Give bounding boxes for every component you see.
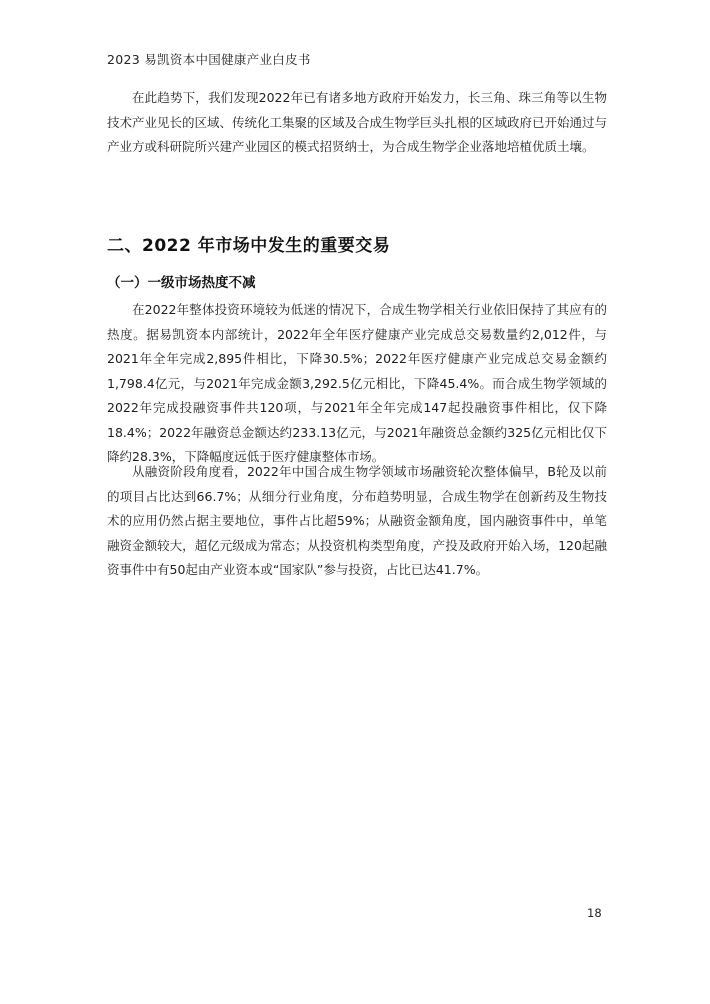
page-number: 18 [587,906,602,920]
intro-paragraph: 在此趋势下，我们发现2022年已有诸多地方政府开始发力，长三角、珠三角等以生物技术产业见长的区域、传统化工集聚的区域及合成生物学巨头扎根的区域政府已开始通过与产业方或科研院所兴建产业园区的模式招贤纳士，为合成生物学企业落地培植优质土壤。 [107,90,608,154]
running-header: 2023 易凯资本中国健康产业白皮书 [107,52,311,67]
body-paragraph-2: 从融资阶段角度看，2022年中国合成生物学领域市场融资轮次整体偏早，B轮及以前的项目占比达到66.7%；从细分行业角度，分布趋势明显，合成生物学在创新药及生物技术的应用仍然占据主要地位，事件占比超59%；从融资金额角度，国内融资事件中，单笔融资金额较大，超亿元级成为常态；从投资机构类型角度，产投及政府开始入场，120起融资事件中有50起由产业资本或“国家队”参与投资，占比已达41.7%。 [107,464,607,577]
section-title: 二、2022 年市场中发生的重要交易 [107,236,391,256]
body-paragraph-1: 在2022年整体投资环境较为低迷的情况下，合成生物学相关行业依旧保持了其应有的热度。据易凯资本内部统计，2022年全年医疗健康产业完成总交易数量约2,012件，与2021年全年完成2,895件相比，下降30.5%；2022年医疗健康产业完成总交易金额约1,798.4亿元，与2021年完成金额3,292.5亿元相比，下降45.4%。而合成生物学领域的2022年完成投融资事件共120项，与2021年全年完成147起投融资事件相比，仅下降18.4%；2022年融资总金额达约233.13亿元，与2021年融资总金额约325亿元相比仅下降约28.3%，下降幅度远低于医疗健康整体市场。 [107,302,607,464]
subsection-title: （一）一级市场热度不减 [107,275,256,291]
